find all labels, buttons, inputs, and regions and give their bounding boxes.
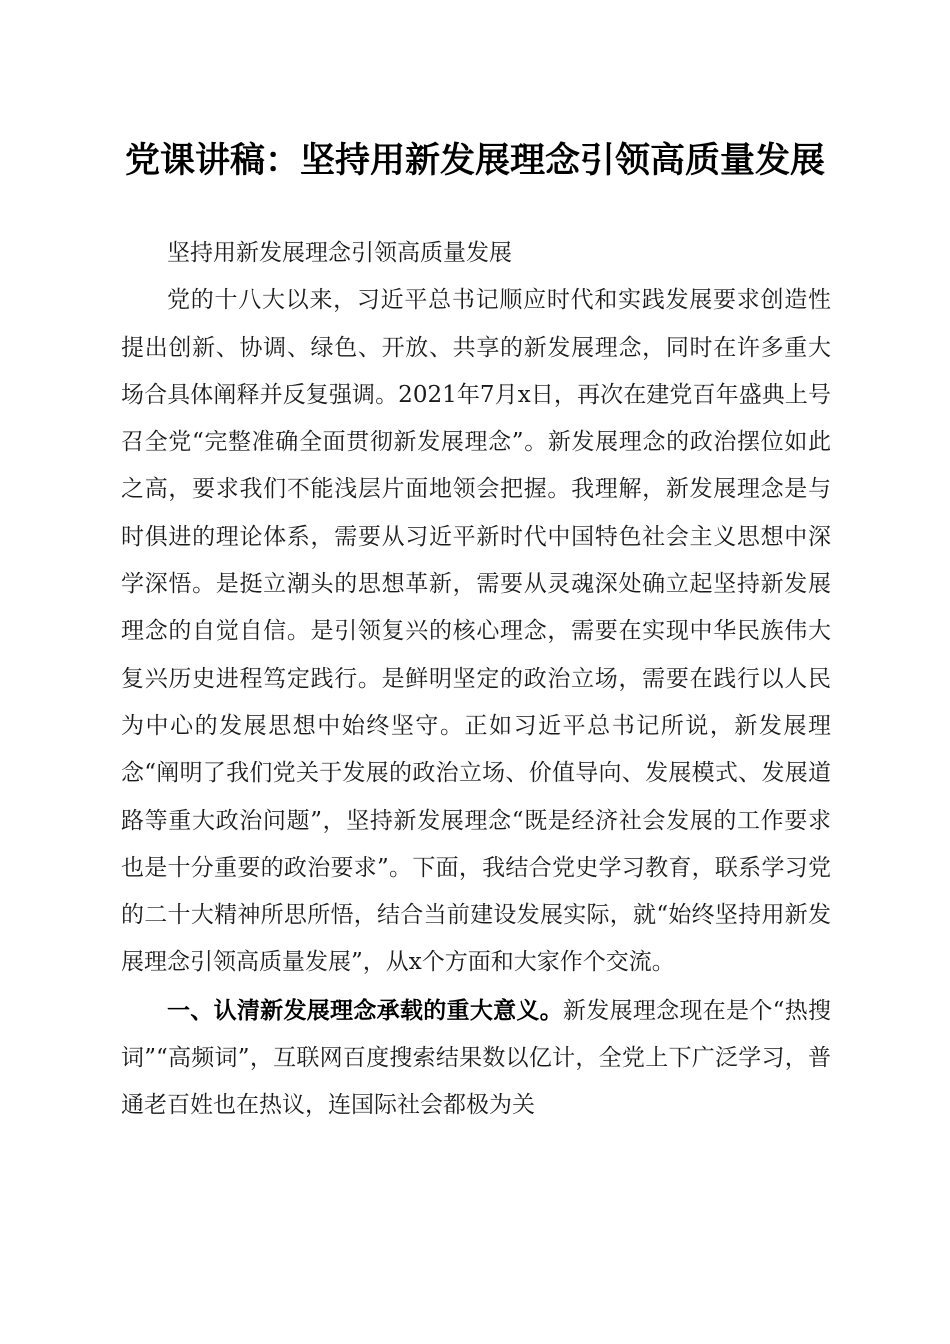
- document-subtitle: 坚持用新发展理念引领高质量发展: [167, 240, 512, 266]
- document-body: [121, 230, 831, 1130]
- paragraph-section-1: [121, 987, 831, 1130]
- paragraph-intro: 党的十八大以来，习近平总书记顺应时代和实践发展要求创造性提出创新、协调、绿色、开放、共享的新发展理念，同时在许多重大场合具体阐释并反复强调。2021年7月x日，再次在建党百年盛典上号召全党“完整准确全面贯彻新发展理念”。新发展理念的政治摆位如此之高，要求我们不能浅层片面地领会把握。我理解，新发展理念是与时俱进的理论体系，需要从习近平新时代中国特色社会主义思想中深学深悟。是挺立潮头的思想革新，需要从灵魂深处确立起坚持新发展理念的自觉自信。是引领复兴的核心理念，需要在实现中华民族伟大复兴历史进程笃定践行。是鲜明坚定的政治立场，需要在践行以人民为中心的发展思想中始终坚守。正如习近平总书记所说，新发展理念“阐明了我们党关于发展的政治立场、价值导向、发展模式、发展道路等重大政治问题”，坚持新发展理念“既是经济社会发展的工作要求也是十分重要的政治要求”。下面，我结合党史学习教育，联系学习党的二十大精神所思所悟，结合当前建设发展实际，就“始终坚持用新发展理念引领高质量发展”，从x个方面和大家作个交流。: [121, 287, 831, 976]
- document-title: 党课讲稿：坚持用新发展理念引领高质量发展: [124, 140, 825, 181]
- section-1-text: 新发展理念现在是个“热搜词”“高频词”，互联网百度搜索结果数以亿计，全党上下广泛学习，普通老百姓也在热议，连国际社会都极为关: [121, 997, 831, 1119]
- section-1-heading: 一、认清新发展理念承载的重大意义。: [167, 996, 563, 1024]
